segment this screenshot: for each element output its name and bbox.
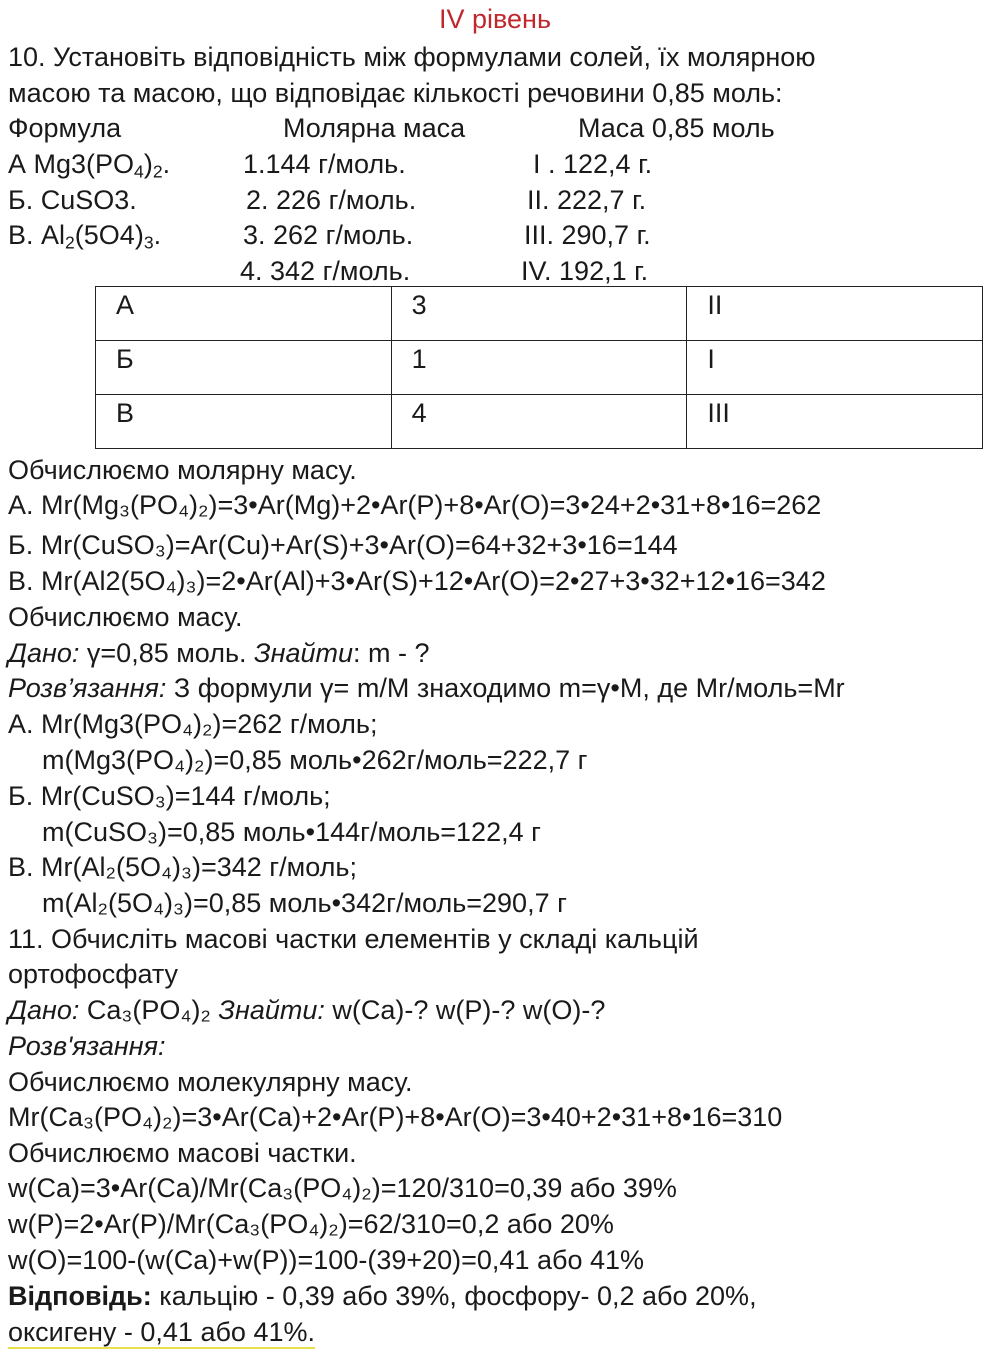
mass-option: І . 122,4 г.: [533, 149, 653, 179]
solution-c-mass: m(Al₂(5O₄)₃)=0,85 моль•342г/моль=290,7 г: [42, 888, 567, 918]
task10-statement-line2: масою та масою, що відповідає кількості речовини 0,85 моль:: [8, 78, 783, 108]
task11-statement-line2: ортофосфату: [8, 959, 179, 989]
formula-a: А $Mg3(PO_4)_2$.: [8, 149, 171, 182]
table-cell: 3: [391, 287, 687, 341]
solution-b-molar: Б. Mr(CuSO₃)=144 г/моль;: [8, 781, 331, 811]
molar-mass-option: 4. 342 г/моль.: [240, 256, 411, 286]
table-cell: Б: [96, 341, 392, 395]
fraction-p: w(P)=2•Ar(P)/Mr(Ca₃(PO₄)₂)=62/310=0,2 або 20%: [8, 1209, 614, 1239]
solution-a-molar: А. Mr(Mg3(PO₄)₂)=262 г/моль;: [8, 709, 378, 739]
mass-option: ІІ. 222,7 г.: [527, 185, 647, 215]
task10-solution-line: Розв’язання: З формули γ= m/M знаходимо m=γ•M, де Mr/моль=Mr: [8, 673, 845, 703]
table-row: [96, 395, 983, 449]
table-cell: ІІ: [687, 287, 983, 341]
molar-mass-option: 3. 262 г/моль.: [243, 220, 414, 250]
solution-a-mass: m(Mg3(PO₄)₂)=0,85 моль•262г/моль=222,7 г: [42, 745, 588, 775]
solution-c-molar: В. Mr(Al₂(5O₄)₃)=342 г/моль;: [8, 852, 357, 882]
fraction-o: w(O)=100-(w(Ca)+w(P))=100-(39+20)=0,41 або 41%: [8, 1245, 645, 1275]
task11-solution-label: Розв'язання:: [8, 1031, 166, 1061]
mass-option: ІV. 192,1 г.: [521, 256, 649, 286]
task11-mol-heading: Обчислюємо молекулярну масу.: [8, 1067, 413, 1097]
answer-line1: Відповідь: кальцію - 0,39 або 39%, фосфору- 0,2 або 20%,: [8, 1281, 757, 1311]
table-row: [96, 287, 983, 341]
task11-fraction-heading: Обчислюємо масові частки.: [8, 1138, 357, 1168]
calc-line-c: В. Mr(Al2(5O₄)₃)=2•Ar(Al)+3•Ar(S)+12•Ar(O)=2•27+3•32+12•16=342: [8, 566, 826, 596]
table-cell: В: [96, 395, 392, 449]
table-cell: ІІІ: [687, 395, 983, 449]
calc-mass-heading: Обчислюємо масу.: [8, 602, 243, 632]
col-header-mass: Маса 0,85 моль: [578, 113, 775, 143]
col-header-molar-mass: Молярна маса: [283, 113, 466, 143]
formula-c: В. $Al_2(5O4)_3$.: [8, 220, 162, 253]
table-cell: А: [96, 287, 392, 341]
formula-b: Б. CuSO3.: [8, 185, 137, 215]
calc-line-b: Б. Mr(CuSO₃)=Ar(Cu)+Ar(S)+3•Ar(O)=64+32+3•16=144: [8, 530, 678, 560]
molar-mass-option: 1.144 г/моль.: [243, 149, 406, 179]
table-row: [96, 341, 983, 395]
table-cell: 1: [391, 341, 687, 395]
table-cell: І: [687, 341, 983, 395]
task11-mol-calc: Mr(Ca₃(PO₄)₂)=3•Ar(Ca)+2•Ar(P)+8•Ar(O)=3•40+2•31+8•16=310: [8, 1102, 783, 1132]
calc-molar-heading: Обчислюємо молярну масу.: [8, 455, 357, 485]
task11-given-line: Дано: Ca₃(PO₄)₂ Знайти: w(Ca)-? w(P)-? w(O)-?: [8, 995, 606, 1025]
calc-line-a: А. Mr(Mg₃(PO₄)₂)=3•Ar(Mg)+2•Ar(P)+8•Ar(O)=3•24+2•31+8•16=262: [8, 490, 822, 520]
task10-given-line: Дано: γ=0,85 моль. Знайти: m - ?: [8, 638, 430, 668]
task10-statement-line1: 10. Установіть відповідність між формулами солей, їх молярною: [8, 42, 816, 72]
answer-table: [95, 286, 983, 449]
fraction-ca: w(Ca)=3•Ar(Ca)/Mr(Ca₃(PO₄)₂)=120/310=0,39 або 39%: [8, 1173, 677, 1203]
task11-statement-line1: 11. Обчисліть масові частки елементів у складі кальцій: [8, 924, 699, 954]
answer-line2: оксигену - 0,41 або 41%.: [8, 1317, 315, 1347]
molar-mass-option: 2. 226 г/моль.: [246, 185, 417, 215]
solution-b-mass: m(CuSO₃)=0,85 моль•144г/моль=122,4 г: [42, 817, 541, 847]
mass-option: ІІІ. 290,7 г.: [524, 220, 651, 250]
table-cell: 4: [391, 395, 687, 449]
level-title: IV рівень: [438, 4, 552, 34]
col-header-formula: Формула: [8, 113, 122, 143]
